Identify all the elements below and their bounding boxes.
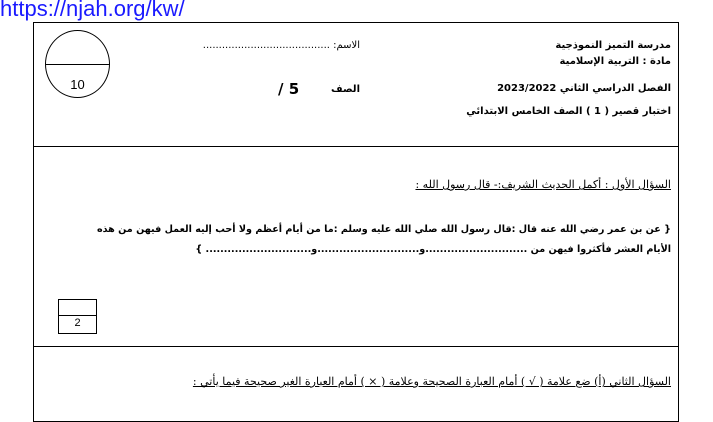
- quiz-title: اختبار قصير ( 1 ) الصف الخامس الابتدائي: [466, 106, 671, 117]
- grade-score: / 5: [278, 80, 300, 98]
- semester-line: الفصل الدراسي الثاني 2023/2022: [497, 83, 671, 94]
- question1-line2: الأيام العشر فأكثروا فيهن من ............................و............................و............................. }: [195, 244, 671, 255]
- section-divider: [33, 346, 679, 347]
- total-score-oval: [45, 30, 110, 98]
- subject-name: مادة : التربية الإسلامية: [559, 56, 671, 67]
- question1-line1: { عن بن عمر رضي الله عنه قال :قال رسول الله صلي الله عليه وسلم :ما من أيام أعظم ولا أحب إليه العمل فيهن من هذه: [96, 224, 671, 235]
- header-divider: [33, 146, 679, 147]
- exam-frame: [33, 22, 679, 422]
- question1-score: 2: [74, 317, 81, 329]
- source-url[interactable]: https://njah.org/kw/: [0, 0, 185, 21]
- question2-title: السؤال الثاني (أ) ضع علامة ( √ ) أمام العبارة الصحيحة وعلامة ( × ) أمام العبارة الغير صحيحة فيما يأتي :: [192, 375, 671, 388]
- grade-label: الصف: [331, 84, 360, 95]
- student-name-field: الاسم: ........................................: [202, 40, 360, 51]
- question1-title: السؤال الأول : أكمل الحديث الشريف:- قال رسول الله :: [415, 178, 671, 191]
- question1-score-box: [58, 299, 97, 334]
- school-name: مدرسة التميز النموذجية: [555, 40, 671, 51]
- total-score: 10: [70, 77, 85, 92]
